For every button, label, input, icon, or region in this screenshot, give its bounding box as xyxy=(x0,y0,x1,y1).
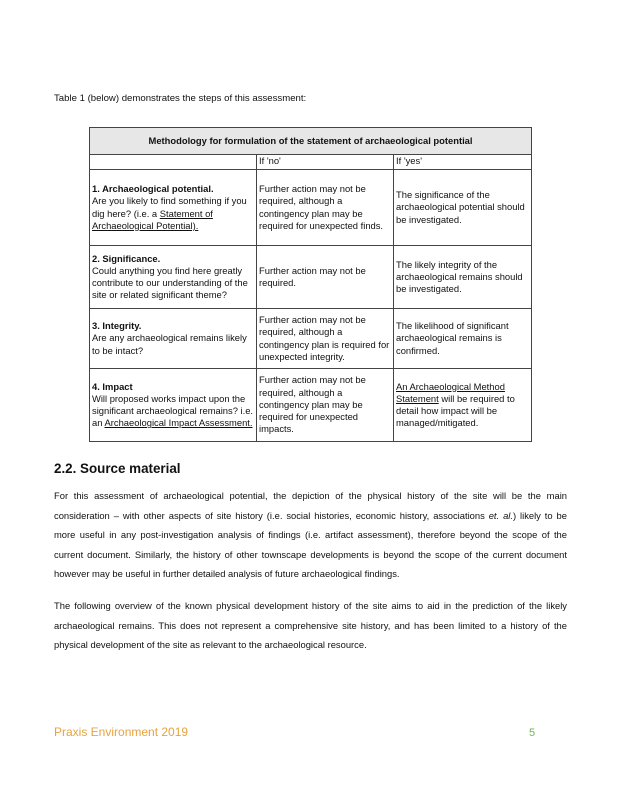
step-cell xyxy=(90,170,257,246)
step-question: Could anything you find here greatly contribute to our understanding of the site or related significant theme? xyxy=(92,264,248,301)
paragraph-overview: The following overview of the known physical development history of the site aims to aid in the prediction of the likely archaeological remains. This does not represent a comprehensive site history, and has been limited to a history of the physical development of the site as relevant to the archaeological resource. xyxy=(54,600,567,650)
if-yes-cell: The likelihood of significant archaeological remains is confirmed. xyxy=(394,309,532,369)
page-number: 5 xyxy=(529,727,536,739)
if-yes-cell: The likely integrity of the archaeological remains should be investigated. xyxy=(394,246,532,309)
table-header-row xyxy=(90,155,532,170)
step-question: Will proposed works impact upon the significant archaeological remains? i.e. an xyxy=(92,392,254,429)
step-cell xyxy=(90,246,257,309)
step-heading: 2. Significance. xyxy=(92,252,161,264)
if-no-cell: Further action may not be required. xyxy=(257,246,394,309)
paragraph-source-material xyxy=(54,486,567,584)
table-row xyxy=(90,309,532,369)
step-cell xyxy=(90,309,257,369)
table-row xyxy=(90,246,532,309)
if-no-cell: Further action may not be required, although a contingency plan may be required for unexpected impacts. xyxy=(257,369,394,442)
statement-link[interactable]: Statement of Archaeological Potential). xyxy=(92,207,213,231)
table-row xyxy=(90,369,532,442)
step-cell xyxy=(90,369,257,442)
step-heading: 1. Archaeological potential. xyxy=(92,183,214,195)
header-if-yes: If 'yes' xyxy=(394,155,532,170)
step-question: Are any archaeological remains likely to be intact? xyxy=(92,332,247,356)
method-statement-link[interactable]: An Archaeological Method Statement xyxy=(396,380,505,404)
header-if-no: If 'no' xyxy=(257,155,394,170)
paragraph-italic: et. al. xyxy=(488,509,513,521)
header-empty-cell xyxy=(90,155,257,170)
paragraph-text: ) likely to be more useful in any post-investigation analysis of findings (i.e. artifact assessment), therefore beyond the scope of the current document. Similarly, the history of other townscape developments is beyond the scope of the current document however may be useful in further detailed analysis of future archaeological findings. xyxy=(54,509,567,579)
section-heading: 2.2. Source material xyxy=(54,461,181,476)
if-no-cell: Further action may not be required, although a contingency plan is required for unexpected integrity. xyxy=(257,309,394,369)
if-yes-text: will be required to detail how impact will be managed/mitigated. xyxy=(396,392,515,429)
table-title: Methodology for formulation of the statement of archaeological potential xyxy=(90,128,532,155)
footer-company: Praxis Environment 2019 xyxy=(54,725,189,739)
step-heading: 3. Integrity. xyxy=(92,320,142,332)
step-question: Are you likely to find something if you dig here? (i.e. a xyxy=(92,195,247,219)
step-heading: 4. Impact xyxy=(92,380,133,392)
if-yes-cell: The significance of the archaeological potential should be investigated. xyxy=(394,170,532,246)
paragraph-text: For this assessment of archaeological potential, the depiction of the physical history of the site will be the main consideration – with other aspects of site history (i.e. social histories, economic history, associations xyxy=(54,490,567,521)
methodology-table xyxy=(89,127,532,442)
intro-text: Table 1 (below) demonstrates the steps of this assessment: xyxy=(54,93,307,104)
if-yes-cell xyxy=(394,369,532,442)
table-row xyxy=(90,170,532,246)
impact-assessment-link[interactable]: Archaeological Impact Assessment. xyxy=(104,417,253,429)
if-no-cell: Further action may not be required, although a contingency plan may be required for unexpected finds. xyxy=(257,170,394,246)
